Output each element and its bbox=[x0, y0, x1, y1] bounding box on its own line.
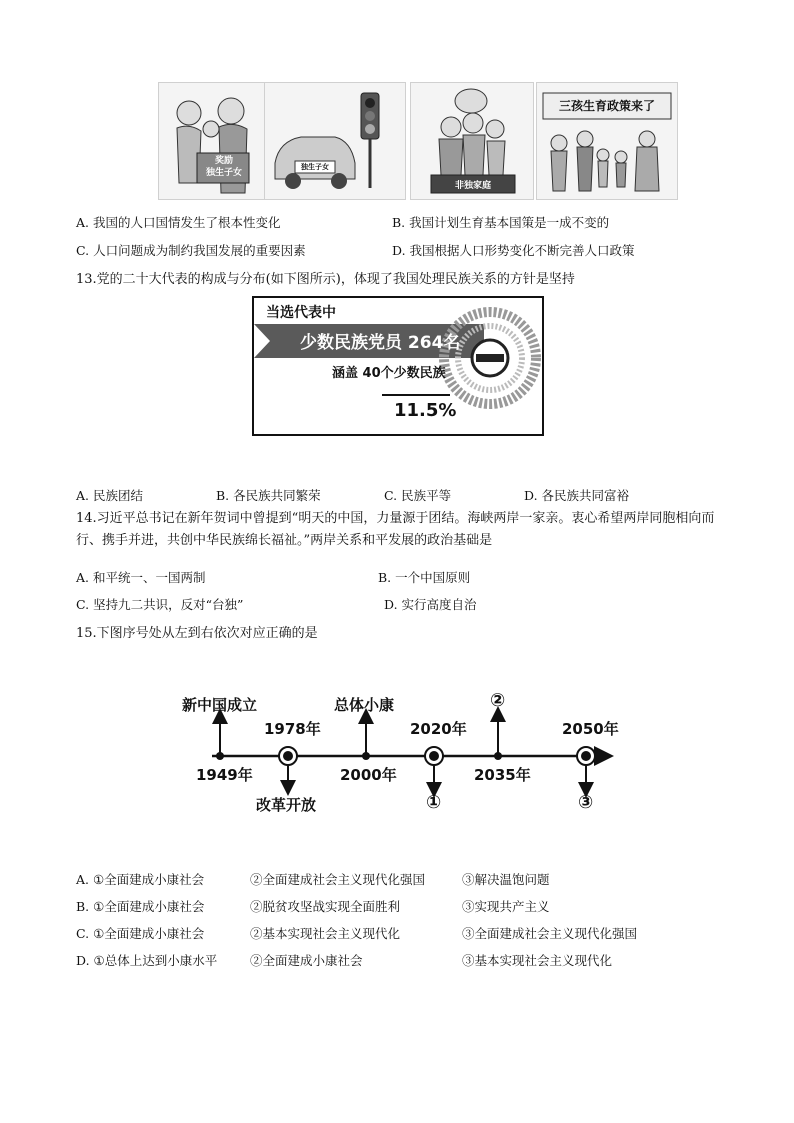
panel4-banner: 三孩生育政策来了 bbox=[558, 99, 655, 113]
q13-stem: 13.党的二十大代表的构成与分布(如下图所示)，体现了我国处理民族关系的方针是坚持 bbox=[76, 272, 575, 287]
timeline-label-2050: 2050年 bbox=[562, 720, 619, 738]
q14-option-a[interactable]: A. 和平统一、一国两制 bbox=[76, 570, 206, 585]
q12-option-d[interactable]: D. 我国根据人口形势变化不断完善人口政策 bbox=[392, 243, 635, 258]
timeline-label-founding: 新中国成立 bbox=[182, 696, 258, 714]
cartoon-panel-family-reward bbox=[158, 82, 268, 200]
q13-figure-header: 当选代表中 bbox=[266, 305, 336, 321]
cartoon-panel-three-child-policy bbox=[536, 82, 678, 200]
panel3-podium-label: 非独家庭 bbox=[454, 181, 491, 191]
panel2-sign: 独生子女 bbox=[301, 163, 329, 171]
q13-option-a[interactable]: A. 民族团结 bbox=[76, 488, 143, 503]
timeline-label-circle-1: ① bbox=[426, 792, 442, 813]
q12-option-a[interactable]: A. 我国的人口国情发生了根本性变化 bbox=[76, 215, 281, 230]
q15-option-b-2: ②脱贫攻坚战实现全面胜利 bbox=[250, 899, 401, 914]
timeline-label-1978: 1978年 bbox=[264, 720, 321, 738]
q12-option-b[interactable]: B. 我国计划生育基本国策是一成不变的 bbox=[392, 215, 610, 230]
q12-option-c[interactable]: C. 人口问题成为制约我国发展的重要因素 bbox=[76, 243, 306, 258]
q15-option-a[interactable]: A. ①全面建成小康社会 bbox=[76, 872, 205, 887]
timeline-label-2020: 2020年 bbox=[410, 720, 467, 738]
timeline-label-2035: 2035年 bbox=[474, 766, 531, 784]
q15-timeline bbox=[0, 680, 794, 820]
q13-figure-percent: 11.5% bbox=[394, 400, 457, 421]
family-illustration bbox=[159, 83, 267, 199]
q14-option-b[interactable]: B. 一个中国原则 bbox=[378, 570, 471, 585]
q15-option-d[interactable]: D. ①总体上达到小康水平 bbox=[76, 953, 218, 968]
timeline-label-circle-2: ② bbox=[490, 690, 506, 711]
timeline-label-overall-xiaokang: 总体小康 bbox=[334, 696, 395, 714]
q15-option-c[interactable]: C. ①全面建成小康社会 bbox=[76, 926, 205, 941]
q13-option-b[interactable]: B. 各民族共同繁荣 bbox=[216, 488, 321, 503]
q15-option-b-3: ③实现共产主义 bbox=[462, 899, 550, 914]
cartoon-panel-car-traffic-light bbox=[264, 82, 406, 200]
timeline-graphics bbox=[0, 680, 794, 820]
q13-option-c[interactable]: C. 民族平等 bbox=[384, 488, 452, 503]
q15-option-c-3: ③全面建成社会主义现代化强国 bbox=[462, 926, 638, 941]
car-illustration bbox=[265, 83, 405, 199]
q13-figure bbox=[252, 296, 544, 436]
q13-option-d[interactable]: D. 各民族共同富裕 bbox=[524, 488, 630, 503]
q15-option-c-2: ②基本实现社会主义现代化 bbox=[250, 926, 401, 941]
q14-option-c[interactable]: C. 坚持九二共识，反对“台独” bbox=[76, 597, 244, 612]
timeline-label-circle-3: ③ bbox=[578, 792, 594, 813]
q14-stem: 14.习近平总书记在新年贺词中曾提到“明天的中国，力量源于团结。海峡两岸一家亲。衷心希望两岸同胞相向而行、携手并进，共创中华民族绵长福祉。”两岸关系和平发展的政治基础是 bbox=[76, 511, 715, 548]
q15-option-d-3: ③基本实现社会主义现代化 bbox=[462, 953, 613, 968]
q13-figure-coverage: 涵盖 40个少数民族 bbox=[332, 366, 446, 381]
timeline-label-1949: 1949年 bbox=[196, 766, 253, 784]
q15-option-a-3: ③解决温饱问题 bbox=[462, 872, 550, 887]
q15-option-a-2: ②全面建成社会主义现代化强国 bbox=[250, 872, 426, 887]
q15-option-d-2: ②全面建成小康社会 bbox=[250, 953, 363, 968]
panel1-sign: 奖励 独生子女 bbox=[205, 156, 242, 178]
cartoon-panel-non-only-child-family bbox=[410, 82, 534, 200]
q15-option-b[interactable]: B. ①全面建成小康社会 bbox=[76, 899, 205, 914]
q14-option-d[interactable]: D. 实行高度自治 bbox=[384, 597, 477, 612]
timeline-label-reform: 改革开放 bbox=[256, 796, 317, 814]
q13-figure-count: 少数民族党员 264名 bbox=[300, 333, 461, 353]
q15-stem: 15.下图序号处从左到右依次对应正确的是 bbox=[76, 626, 318, 641]
timeline-label-2000: 2000年 bbox=[340, 766, 397, 784]
